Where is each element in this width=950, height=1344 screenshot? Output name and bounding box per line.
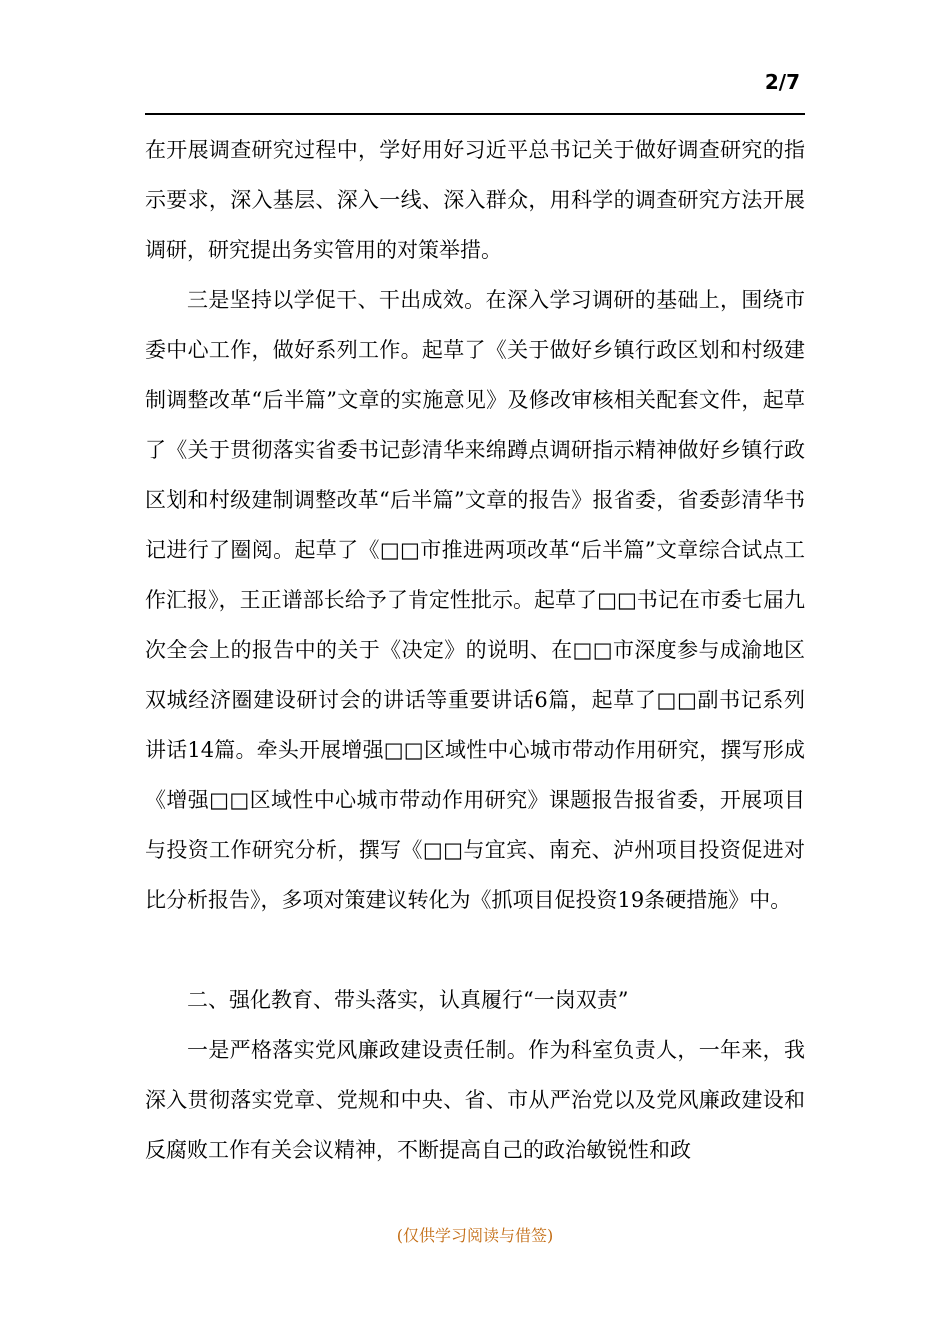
section-paragraph: 一是严格落实党风廉政建设责任制。作为科室负责人，一年来，我深入贯彻落实党章、党规和中央、省、市从严治党以及党风廉政建设和反腐败工作有关会议精神，不断提高自己的政治敏锐性和政 (145, 1038, 805, 1162)
footer-note: (仅供学习阅读与借签) (396, 1226, 554, 1245)
body-paragraph-continued: 在开展调查研究过程中，学好用好习近平总书记关于做好调查研究的指示要求，深入基层、深入一线、深入群众，用科学的调查研究方法开展调研，研究提出务实管用的对策举措。 (145, 138, 805, 262)
paragraph-spacer (145, 925, 805, 975)
header-divider (145, 113, 805, 115)
page-number: 2/7 (764, 70, 800, 94)
document-body (145, 125, 805, 1175)
section-heading: 二、强化教育、带头落实，认真履行“一岗双责” (187, 988, 629, 1012)
body-paragraph-item-three: 三是坚持以学促干、干出成效。在深入学习调研的基础上，围绕市委中心工作，做好系列工作。起草了《关于做好乡镇行政区划和村级建制调整改革“后半篇”文章的实施意见》及修改审核相关配套文件，起草了《关于贯彻落实省委书记彭清华来绵蹲点调研指示精神做好乡镇行政区划和村级建制调整改革“后半篇”文章的报告》报省委，省委彭清华书记进行了圈阅。起草了《□□市推进两项改革“后半篇”文章综合试点工作汇报》，王正谱部长给予了肯定性批示。起草了□□书记在市委七届九次全会上的报告中的关于《决定》的说明、在□□市深度参与成渝地区双城经济圈建设研讨会的讲话等重要讲话6篇，起草了□□副书记系列讲话14篇。牵头开展增强□□区域性中心城市带动作用研究，撰写形成《增强□□区域性中心城市带动作用研究》课题报告报省委，开展项目与投资工作研究分析，撰写《□□与宜宾、南充、泸州项目投资促进对比分析报告》，多项对策建议转化为《抓项目促投资19条硬措施》中。 (145, 288, 805, 912)
